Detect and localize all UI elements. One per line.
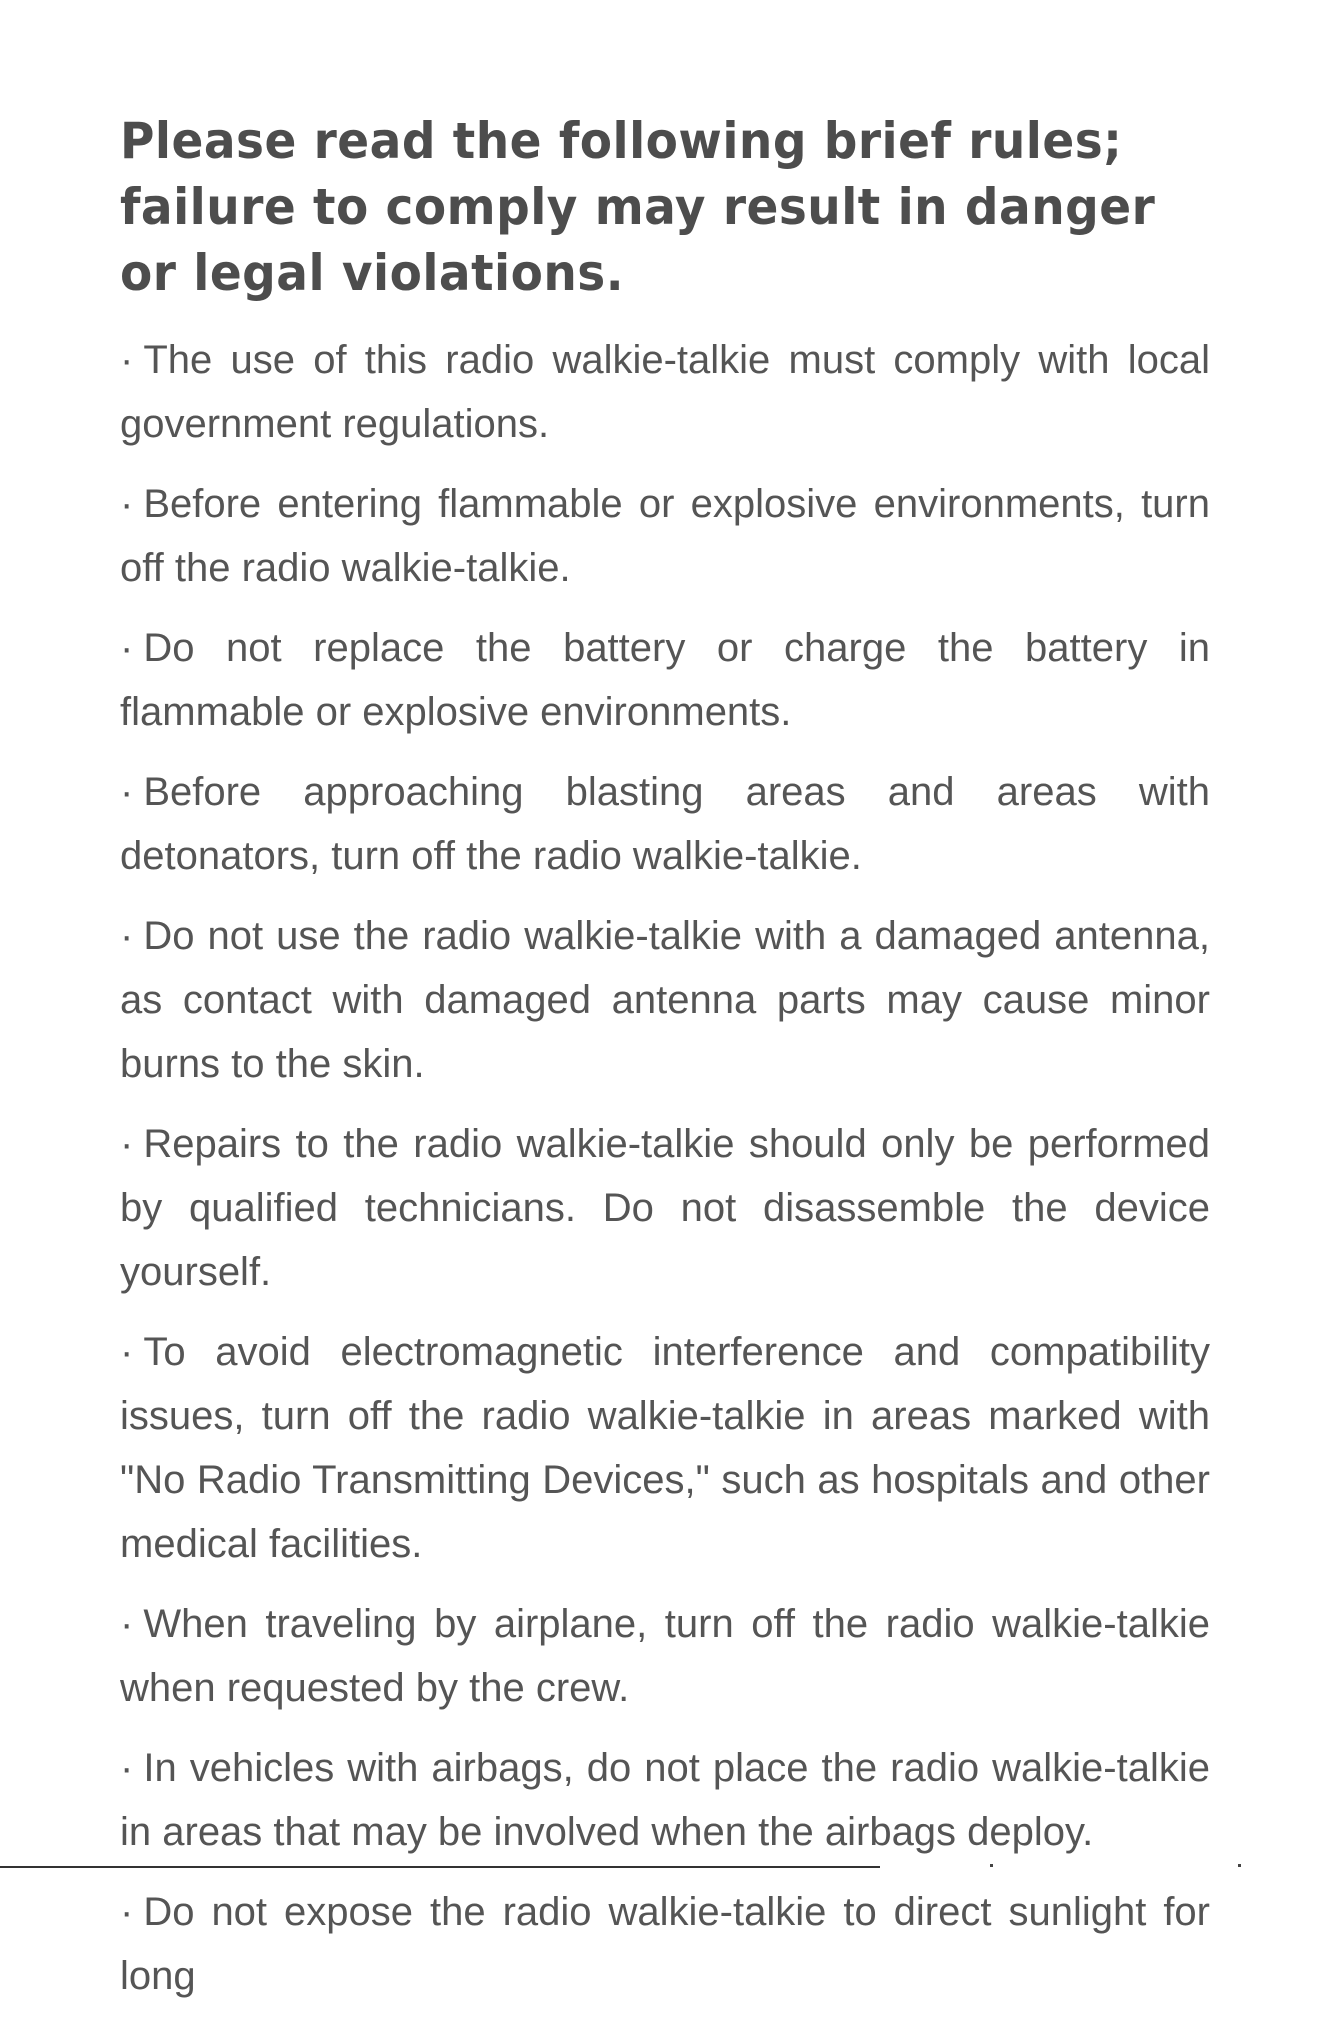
rule-item bbox=[120, 760, 1210, 888]
page-edge-mark bbox=[1238, 1864, 1241, 1867]
page-edge-mark bbox=[990, 1864, 993, 1867]
document-page bbox=[120, 108, 1210, 2024]
rule-item bbox=[120, 1736, 1210, 1864]
rule-text: The use of this radio walkie-talkie must comply with local government regulations. bbox=[120, 338, 1210, 446]
safety-rules-list bbox=[120, 328, 1210, 2008]
bullet-icon: · bbox=[120, 1330, 134, 1374]
rule-item bbox=[120, 616, 1210, 744]
bullet-icon: · bbox=[120, 770, 134, 814]
rule-item bbox=[120, 472, 1210, 600]
rule-text: Before approaching blasting areas and areas with detonators, turn off the radio walkie-talkie. bbox=[120, 770, 1210, 878]
bullet-icon: · bbox=[120, 338, 134, 382]
bullet-icon: · bbox=[120, 482, 134, 526]
rule-text: Do not replace the battery or charge the battery in flammable or explosive environments. bbox=[120, 626, 1210, 734]
bullet-icon: · bbox=[120, 1122, 134, 1166]
bullet-icon: · bbox=[120, 1746, 134, 1790]
rule-text: Do not use the radio walkie-talkie with a damaged antenna, as contact with damaged antenna parts may cause minor burns to the skin. bbox=[120, 914, 1210, 1086]
rule-text: Before entering flammable or explosive environments, turn off the radio walkie-talkie. bbox=[120, 482, 1210, 590]
page-bottom-divider bbox=[0, 1866, 880, 1868]
rule-text: When traveling by airplane, turn off the radio walkie-talkie when requested by the crew. bbox=[120, 1602, 1210, 1710]
rule-item bbox=[120, 904, 1210, 1096]
rule-text: To avoid electromagnetic interference and compatibility issues, turn off the radio walkie-talkie in areas marked with "No Radio Transmitting Devices," such as hospitals and other medical facilities. bbox=[120, 1330, 1210, 1566]
bullet-icon: · bbox=[120, 626, 134, 670]
bullet-icon: · bbox=[120, 1602, 134, 1646]
rule-text: Do not expose the radio walkie-talkie to direct sunlight for long bbox=[120, 1890, 1210, 1998]
rule-text: In vehicles with airbags, do not place the radio walkie-talkie in areas that may be involved when the airbags deploy. bbox=[120, 1746, 1210, 1854]
bullet-icon: · bbox=[120, 1890, 134, 1934]
rule-item bbox=[120, 1320, 1210, 1576]
page-heading: Please read the following brief rules; failure to comply may result in danger or legal violations. bbox=[120, 112, 1156, 302]
rule-item bbox=[120, 1592, 1210, 1720]
rule-item bbox=[120, 1112, 1210, 1304]
rule-item bbox=[120, 1880, 1210, 2008]
bullet-icon: · bbox=[120, 914, 134, 958]
rule-item bbox=[120, 328, 1210, 456]
rule-text: Repairs to the radio walkie-talkie should only be performed by qualified technicians. Do not disassemble the device yourself. bbox=[120, 1122, 1210, 1294]
